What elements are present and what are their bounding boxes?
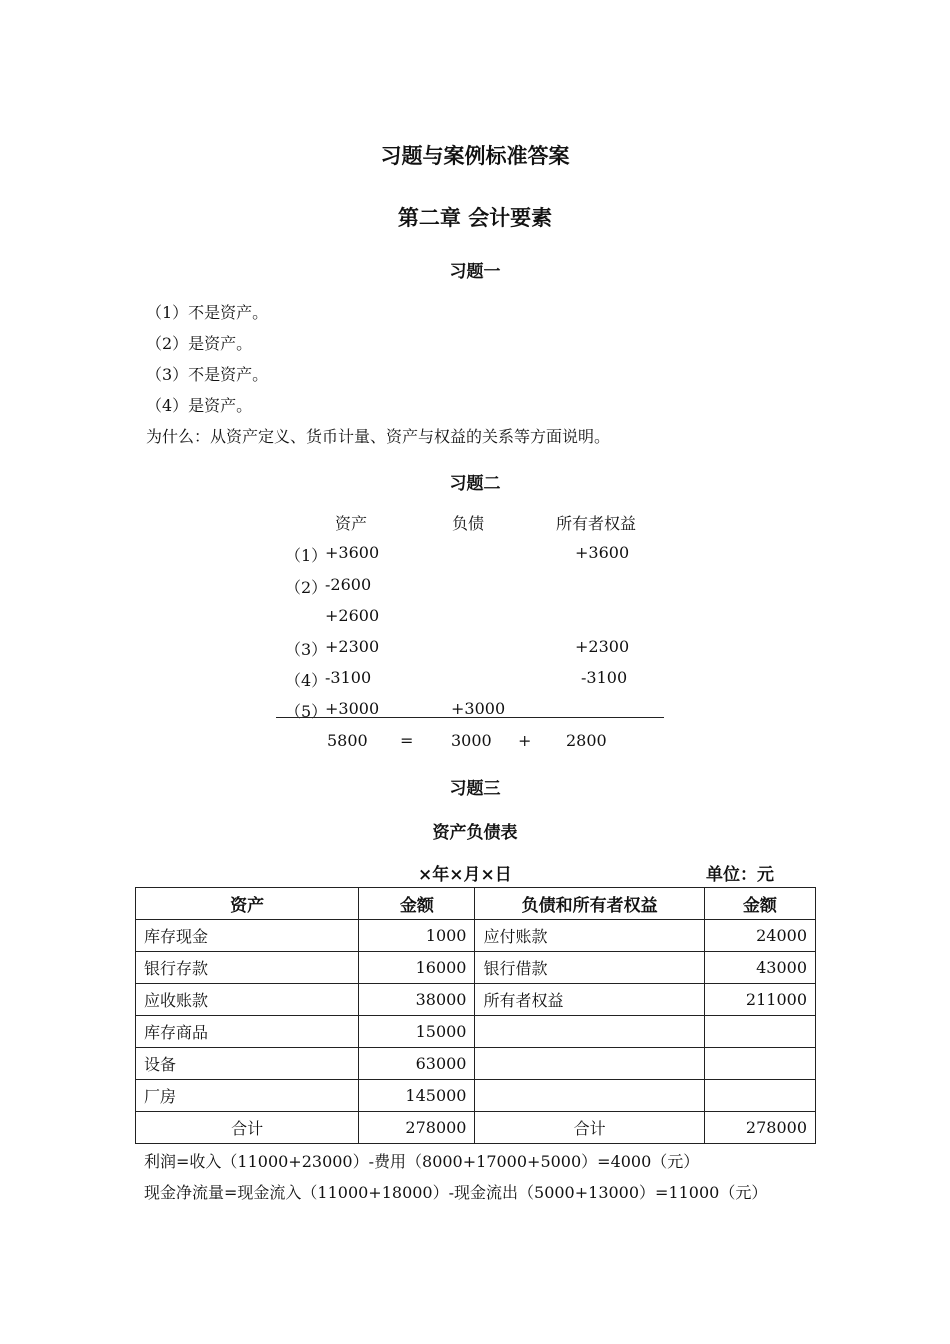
table-total-row [136,1112,816,1144]
asset-change: +2600 [325,606,380,625]
cash-flow-note: 现金净流量=现金流入（11000+18000）-现金流出（5000+13000）=11000（元） [144,1183,768,1202]
equity-change: -3100 [581,668,628,687]
balance-sheet-unit: 单位：元 [706,865,774,885]
asset-amount: 38000 [359,984,475,1016]
liability-amount: 24000 [704,920,815,952]
asset-change: +3600 [325,543,380,562]
total-liabilities: 3000 [451,731,492,750]
total-equity: 2800 [566,731,607,750]
asset-change: +3000 [325,699,380,718]
asset-name: 银行存款 [136,952,359,984]
liability-amount: 211000 [704,984,815,1016]
liability-change: +3000 [451,699,506,718]
transaction-label: （3） [285,640,328,659]
asset-name: 库存商品 [136,1016,359,1048]
column-header-assets: 资产 [335,514,368,533]
header-liabilities-equity: 负债和所有者权益 [475,888,704,920]
exercise-1-item: （1）不是资产。 [146,303,269,322]
equity-change: +3600 [575,543,630,562]
table-row [136,1048,816,1080]
liability-amount [704,1016,815,1048]
total-label: 合计 [136,1112,359,1144]
asset-amount: 16000 [359,952,475,984]
total-assets-amount: 278000 [359,1112,475,1144]
total-assets: 5800 [327,731,368,750]
header-amount: 金额 [359,888,475,920]
liability-amount [704,1080,815,1112]
exercise-1-explanation: 为什么：从资产定义、货币计量、资产与权益的关系等方面说明。 [146,427,611,446]
asset-change: -3100 [325,668,372,687]
balance-sheet-table [135,887,816,1144]
exercise-1-title: 习题一 [449,262,501,282]
equals-sign: = [400,731,414,750]
transaction-label: （2） [285,578,328,597]
liability-name: 应付账款 [475,920,704,952]
table-row [136,952,816,984]
transaction-label: （5） [285,702,328,721]
equity-change: +2300 [575,637,630,656]
column-header-equity: 所有者权益 [556,514,637,533]
total-liabilities-equity-amount: 278000 [704,1112,815,1144]
table-header-row [136,888,816,920]
transaction-label: （1） [285,546,328,565]
total-label: 合计 [475,1112,704,1144]
column-header-liabilities: 负债 [452,514,485,533]
table-row [136,920,816,952]
table-row [136,984,816,1016]
table-row [136,1080,816,1112]
liability-amount [704,1048,815,1080]
asset-amount: 145000 [359,1080,475,1112]
liability-name [475,1048,704,1080]
asset-change: -2600 [325,575,372,594]
asset-amount: 1000 [359,920,475,952]
asset-amount: 15000 [359,1016,475,1048]
asset-name: 设备 [136,1048,359,1080]
asset-name: 应收账款 [136,984,359,1016]
header-assets: 资产 [136,888,359,920]
exercise-2-title: 习题二 [449,474,501,494]
profit-note: 利润=收入（11000+23000）-费用（8000+17000+5000）=4000（元） [144,1152,700,1171]
transaction-label: （4） [285,671,328,690]
exercise-3-title: 习题三 [449,779,501,799]
exercise-1-item: （4）是资产。 [146,396,253,415]
liability-amount: 43000 [704,952,815,984]
plus-sign: + [518,731,532,750]
balance-sheet-date: ×年×月×日 [418,865,512,885]
liability-name: 银行借款 [475,952,704,984]
sum-underline [276,717,664,718]
liability-name: 所有者权益 [475,984,704,1016]
balance-sheet-title: 资产负债表 [432,823,518,843]
exercise-1-item: （3）不是资产。 [146,365,269,384]
chapter-title: 第二章 会计要素 [397,205,553,230]
asset-amount: 63000 [359,1048,475,1080]
table-row [136,1016,816,1048]
liability-name [475,1016,704,1048]
exercise-1-item: （2）是资产。 [146,334,253,353]
liability-name [475,1080,704,1112]
asset-change: +2300 [325,637,380,656]
asset-name: 库存现金 [136,920,359,952]
asset-name: 厂房 [136,1080,359,1112]
document-title: 习题与案例标准答案 [380,143,570,168]
header-amount: 金额 [704,888,815,920]
